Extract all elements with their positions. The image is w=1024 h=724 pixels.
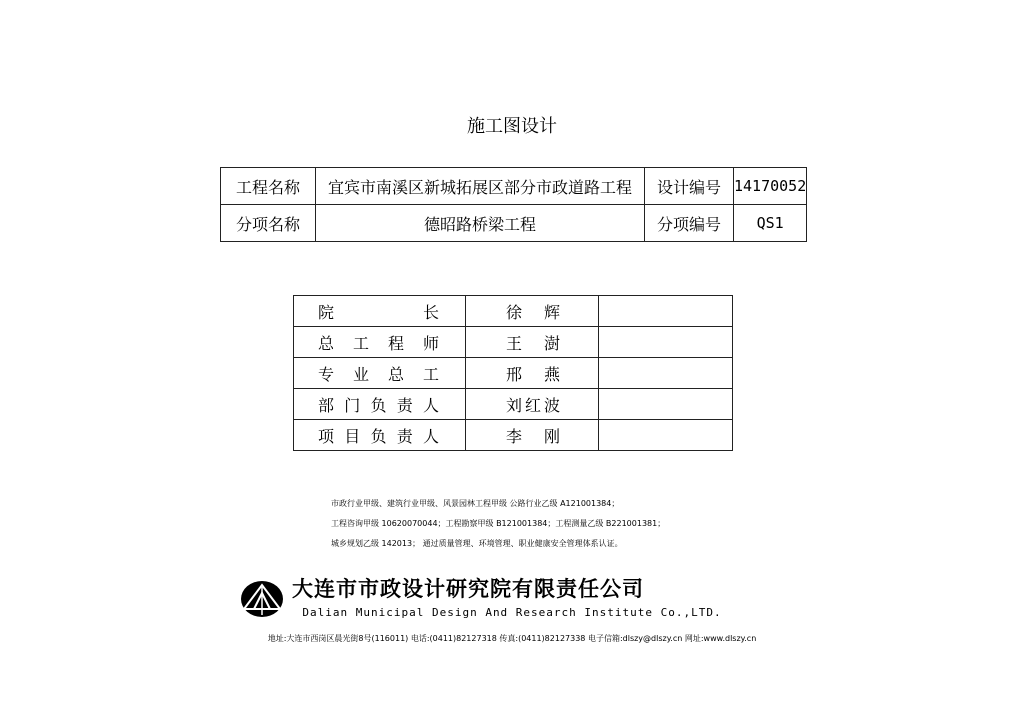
signature-role-text: 专 业 总 工 [318,364,439,384]
qualification-line: 工程咨询甲级 10620070044；工程勘察甲级 B121001384；工程测量乙级 B221001381； [331,519,666,528]
project-name-label: 工程名称 [221,168,316,205]
signature-role-text: 项 目 负 责 人 [318,426,439,446]
signature-table [293,295,733,451]
signature-role [294,420,466,451]
signature-name [466,327,599,358]
signature-name-text: 王 澍 [506,333,560,353]
project-info-table [220,167,807,242]
signature-role-text: 总 工 程 师 [318,333,439,353]
table-row [294,358,733,389]
table-row [221,205,807,242]
table-row [294,389,733,420]
signature-role [294,327,466,358]
table-row [294,296,733,327]
signature-blank [599,420,733,451]
company-name-en: Dalian Municipal Design And Research Institute Co.,LTD. [302,606,722,619]
signature-name-text: 徐 辉 [506,302,560,322]
qualification-line: 城乡规划乙级 142013； 通过质量管理、环境管理、职业健康安全管理体系认证。 [331,539,623,548]
design-no-label: 设计编号 [645,168,734,205]
design-no-value: 14170052 [734,168,807,205]
qualification-line: 市政行业甲级、建筑行业甲级、风景园林工程甲级 公路行业乙级 A121001384； [331,499,620,508]
signature-blank [599,358,733,389]
table-row [294,327,733,358]
sub-no-label: 分项编号 [645,205,734,242]
qualifications [331,494,665,554]
signature-name-text: 邢 燕 [506,364,560,384]
page-title: 施工图设计 [467,116,557,137]
signature-role-text: 院 长 [318,302,439,322]
signature-role-text: 部 门 负 责 人 [318,395,439,415]
table-row [294,420,733,451]
signature-blank [599,327,733,358]
signature-role [294,358,466,389]
signature-name-text: 李 刚 [506,426,560,446]
signature-name-text: 刘 红 波 [506,395,560,415]
signature-name [466,420,599,451]
signature-name [466,389,599,420]
sub-name-value: 德昭路桥梁工程 [316,205,645,242]
signature-role [294,296,466,327]
signature-blank [599,296,733,327]
sub-no-value: QS1 [734,205,807,242]
signature-blank [599,389,733,420]
signature-name [466,358,599,389]
sub-name-label: 分项名称 [221,205,316,242]
table-row [221,168,807,205]
signature-name [466,296,599,327]
signature-role [294,389,466,420]
company-name-cn: 大连市市政设计研究院有限责任公司 [292,577,644,601]
contact-footer: 地址:大连市西岗区晨光街8号(116011) 电话:(0411)82127318 传真:(0411)82127338 电子信箱:dlszy@dlszy.cn 网址:www.dlszy.cn [267,634,757,643]
project-name-value: 宜宾市南溪区新城拓展区部分市政道路工程 [316,168,645,205]
